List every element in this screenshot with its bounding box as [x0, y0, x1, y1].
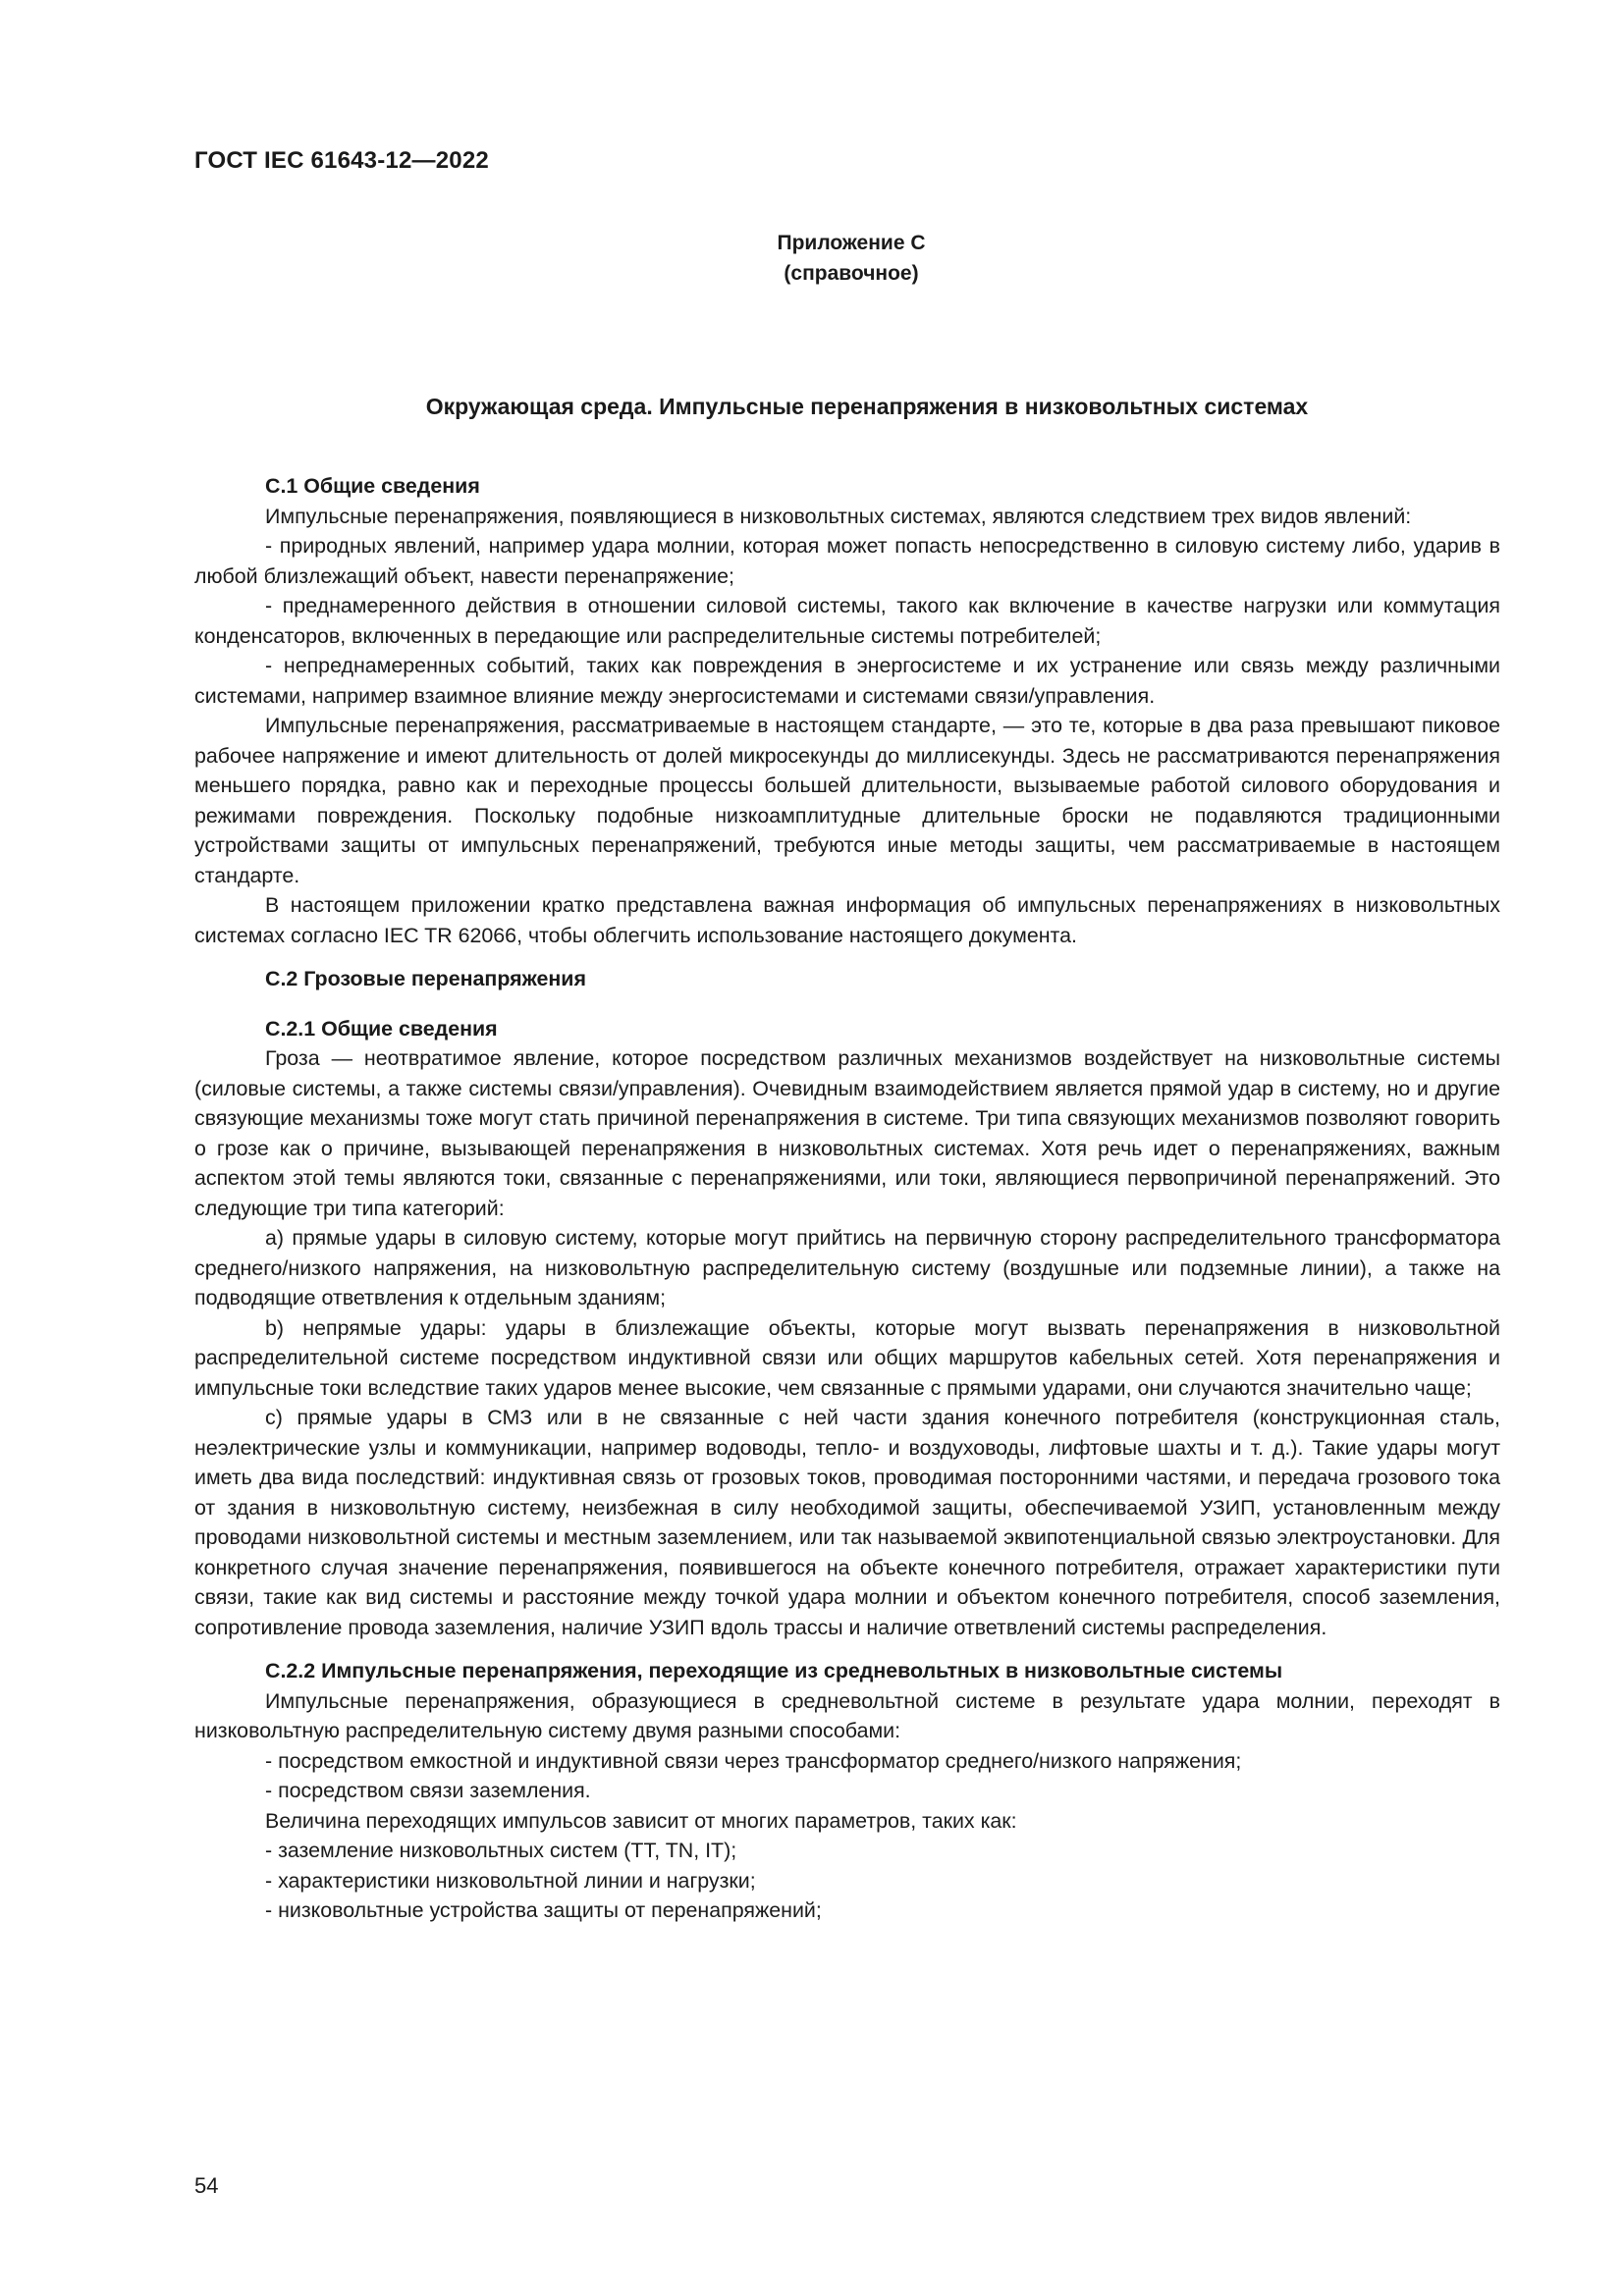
- paragraph: В настоящем приложении кратко представлена важная информация об импульсных перенапряжениях в низковольтных системах согласно IEC TR 62066, чтобы облегчить использование настоящего документа.: [194, 893, 1500, 947]
- list-item: c) прямые удары в СМЗ или в не связанные с ней части здания конечного потребителя (конструкционная сталь, неэлектрические узлы и коммуникации, например водоводы, тепло- и воздуховоды, лифтовые шахты и т. д.). Такие удары могут иметь два вида последствий: индуктивная связь от грозовых токов, проводимая посторонними частями, и передача грозового тока от здания в низковольтную систему, неизбежная в силу необходимой защиты, обеспечиваемой УЗИП, установленным между проводами низковольтной системы и местным заземлением, или так называемой эквипотенциальной связью электроустановки. Для конкретного случая значение перенапряжения, появившегося на объекте конечного потребителя, отражает характеристики пути связи, такие как вид системы и расстояние между точкой удара молнии и объектом конечного потребителя, способ заземления, сопротивление провода заземления, наличие УЗИП вдоль трассы и наличие ответвлений системы распределения.: [194, 1406, 1500, 1639]
- spacer: [194, 1642, 1500, 1656]
- list-item: - посредством емкостной и индуктивной связи через трансформатор среднего/низкого напряжения;: [265, 1748, 1242, 1773]
- spacer: [194, 950, 1500, 964]
- list-item: - преднамеренного действия в отношении силовой системы, такого как включение в качестве нагрузки или коммутация конденсаторов, включенных в передающие или распределительные системы потребителей;: [194, 594, 1500, 648]
- paragraph: Импульсные перенапряжения, образующиеся в средневольтной системе в результате удара молнии, переходят в низковольтную распределительную систему двумя разными способами:: [194, 1688, 1500, 1742]
- paragraph: Импульсные перенапряжения, появляющиеся в низковольтных системах, являются следствием трех видов явлений:: [265, 504, 1412, 528]
- list-item: - непреднамеренных событий, таких как повреждения в энергосистеме и их устранение или связь между различными системами, например взаимное влияние между энергосистемами и системами связи/управления.: [194, 654, 1500, 708]
- list-item: - низковольтные устройства защиты от перенапряжений;: [265, 1898, 822, 1922]
- list-item: b) непрямые удары: удары в близлежащие объекты, которые могут вызвать перенапряжения в низковольтной распределительной системе посредством индуктивной связи или общих маршрутов кабельных сетей. Хотя перенапряжения и импульсные токи вследствие таких ударов менее высокие, чем связанные с прямыми ударами, они случаются значительно чаще;: [194, 1315, 1500, 1400]
- appendix-label: [0, 228, 1624, 289]
- paragraph: Импульсные перенапряжения, рассматриваемые в настоящем стандарте, — это те, которые в два раза превышают пиковое рабочее напряжение и имеют длительность от долей микросекунды до миллисекунды. Здесь не рассматриваются перенапряжения меньшего порядка, равно как и переходные процессы большей длительности, вызываемые работой силового оборудования и режимами повреждения. Поскольку подобные низкоамплитудные длительные броски не подавляются традиционными устройствами защиты от импульсных перенапряжений, требуются иные методы защиты, чем рассматриваемые в настоящем стандарте.: [194, 714, 1500, 887]
- spacer: [194, 994, 1500, 1014]
- appendix-title: Приложение С: [777, 232, 926, 254]
- paragraph: Величина переходящих импульсов зависит от многих параметров, таких как:: [265, 1808, 1017, 1833]
- list-item: - посредством связи заземления.: [265, 1779, 591, 1802]
- paragraph: Гроза — неотвратимое явление, которое посредством различных механизмов воздействует на низковольтные системы (силовые системы, а также системы связи/управления). Очевидным взаимодействием является прямой удар в систему, но и другие связующие механизмы тоже могут стать причиной перенапряжения в системе. Три типа связующих механизмов позволяют говорить о грозе как о причине, вызывающей перенапряжения в низковольтных системах. Хотя речь идет о перенапряжениях, важным аспектом этой темы являются токи, связанные с перенапряжениями, или токи, являющиеся первопричиной перенапряжений. Это следующие три типа категорий:: [194, 1046, 1500, 1220]
- section-heading-c1: С.1 Общие сведения: [265, 474, 480, 498]
- list-item: a) прямые удары в силовую систему, которые могут прийтись на первичную сторону распределительного трансформатора среднего/низкого напряжения, на низковольтную распределительную систему (воздушные или подземные линии), а также на подводящие ответвления к отдельным зданиям;: [194, 1226, 1500, 1309]
- section-heading-c2: С.2 Грозовые перенапряжения: [265, 967, 586, 990]
- section-heading-c2-2: С.2.2 Импульсные перенапряжения, переходящие из средневольтных в низковольтные системы: [265, 1659, 1283, 1682]
- appendix-type: (справочное): [784, 262, 919, 285]
- list-item: - характеристики низковольтной линии и нагрузки;: [265, 1868, 756, 1893]
- page-number: 54: [194, 2173, 219, 2198]
- standard-header: ГОСТ IEC 61643-12—2022: [194, 147, 489, 174]
- list-item: - природных явлений, например удара молнии, которая может попасть непосредственно в силовую систему либо, ударив в любой близлежащий объект, навести перенапряжение;: [194, 534, 1500, 588]
- main-title: Окружающая среда. Импульсные перенапряжения в низковольтных системах: [425, 394, 1309, 419]
- document-body: [194, 471, 1500, 1926]
- section-heading-c2-1: С.2.1 Общие сведения: [265, 1016, 498, 1041]
- list-item: - заземление низковольтных систем (TT, TN, IT);: [265, 1839, 737, 1862]
